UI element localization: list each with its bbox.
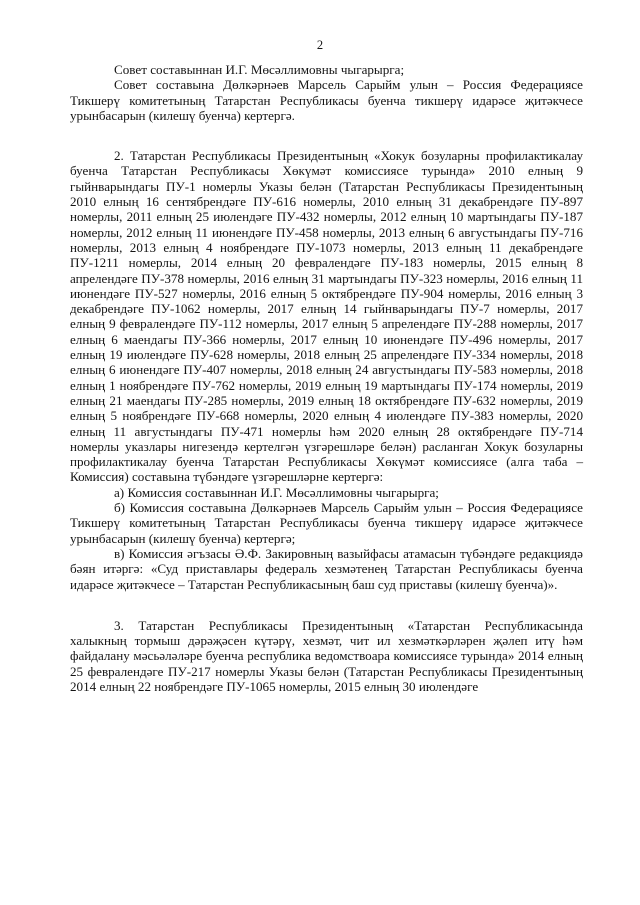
paragraph-item-2-commission-changes: 2. Татарстан Республикасы Президентының «Хокук бозуларны профилактикалау буенча Татарстан Республикасы Хөкүмәт комиссиясе турында» 2010 елның 9 гыйнварындагы ПУ-1 номерлы Указы белән (Татарстан Республикасы Президентының 2010 елның 16 сентябрендәге ПУ-616 номерлы, 2010 елның 31 декабрендәге ПУ-897 номерлы, 2011 елның 25 июлендәге ПУ-432 номерлы, 2012 елның 10 мартындагы ПУ-187 номерлы, 2012 елның 11 июнендәге ПУ-458 номерлы, 2013 елның 6 августындагы ПУ-716 номерлы, 2013 елның 4 ноябрендәге ПУ-1073 номерлы, 2013 елның 11 декабрендәге ПУ-1211 номерлы, 2014 елның 20 февралендәге ПУ-183 номерлы, 2015 елның 8 апрелендәге ПУ-378 номерлы, 2016 елның 31 мартындагы ПУ-323 номерлы, 2016 елның 11 июнендәге ПУ-527 номерлы, 2016 елның 5 октябрендәге ПУ-904 номерлы, 2016 елның 3 декабрендәге ПУ-1062 номерлы, 2017 елның 14 гыйнварындагы ПУ-7 номерлы, 2017 елның 9 февралендәге ПУ-112 номерлы, 2017 елның 5 апрелендәге ПУ-288 номерлы, 2017 елның 6 маендагы ПУ-366 номерлы, 2017 елның 10 июнендәге ПУ-496 номерлы, 2017 елның 19 июлендәге ПУ-628 номерлы, 2018 елның 25 апрелендәге ПУ-334 номерлы, 2018 елның 6 июнендәге ПУ-407 номерлы, 2018 елның 24 августындагы ПУ-583 номерлы, 2018 елның 1 ноябрендәге ПУ-762 номерлы, 2019 елның 19 мартындагы ПУ-174 номерлы, 2019 елның 21 маендагы ПУ-285 номерлы, 2019 елның 18 октябрендәге ПУ-632 номерлы, 2019 елның 5 ноябрендәге ПУ-668 номерлы, 2020 елның 4 июлендәге ПУ-383 номерлы, 2020 елның 11 августындагы ПУ-471 номерлы һәм 2020 елның 28 октябрендәге ПУ-714 номерлы указлары нигезендә кертелгән үзгәрешләре белән) расланган Хокук бозуларны профилактикалау буенча Татарстан Республикасы Хөкүмәт комиссиясе (алга таба – Комиссия) составына түбәндәге үзгәрешләрне кертергә:: [70, 148, 583, 485]
paragraph-subitem-a: а) Комиссия составыннан И.Г. Мөсәллимовны чыгарырга;: [114, 484, 439, 500]
document-body: [70, 62, 583, 694]
paragraph-item-3-interagency-commission: 3. Татарстан Республикасы Президентының «Татарстан Республикасында халыкның тормыш дәрәҗәсен күтәрү, хезмәт, чит ил хезмәткәрләрен җәлеп итү һәм файдалану мәсьәләләре буенча республика ведомствоара комиссиясе турында» 2014 елның 25 февралендәге ПУ-217 номерлы Указы белән (Татарстан Республикасы Президентының 2014 елның 22 ноябрендәге ПУ-1065 номерлы, 2015 елның 30 июлендәге: [70, 617, 583, 694]
paragraph-spacer: [70, 123, 583, 148]
paragraph-subitem-v: в) Комиссия әгъзасы Ә.Ф. Закировның вазыйфасы атамасын түбәндәге редакциядә бәян итәргә: «Суд приставлары федераль хезмәтенең Татарстан Республикасы буенча идарәсе җитәкчесе – Татарстан Республикасының баш суд приставы (килешү буенча)».: [70, 545, 583, 592]
paragraph-subitem-b: б) Комиссия составына Дөлкәрнәев Марсель Сарыйм улын – Россия Федерациясе Тикшерү комитетының Татарстан Республикасы буенча тикшерү идарәсе җитәкчесе урынбасарын (килешү буенча) кертергә;: [70, 500, 583, 546]
page-number: 2: [316, 38, 324, 52]
paragraph-remove-council-member: Совет составыннан И.Г. Мөсәллимовны чыгарырга;: [114, 62, 405, 77]
paragraph-add-council-member: Совет составына Дөлкәрнәев Марсель Сарыйм улын – Россия Федерациясе Тикшерү комитетының Татарстан Республикасы буенча тикшерү идарәсе җитәкчесе урынбасарын (килешү буенча) кертергә.: [70, 77, 583, 123]
paragraph-spacer: [70, 592, 583, 618]
